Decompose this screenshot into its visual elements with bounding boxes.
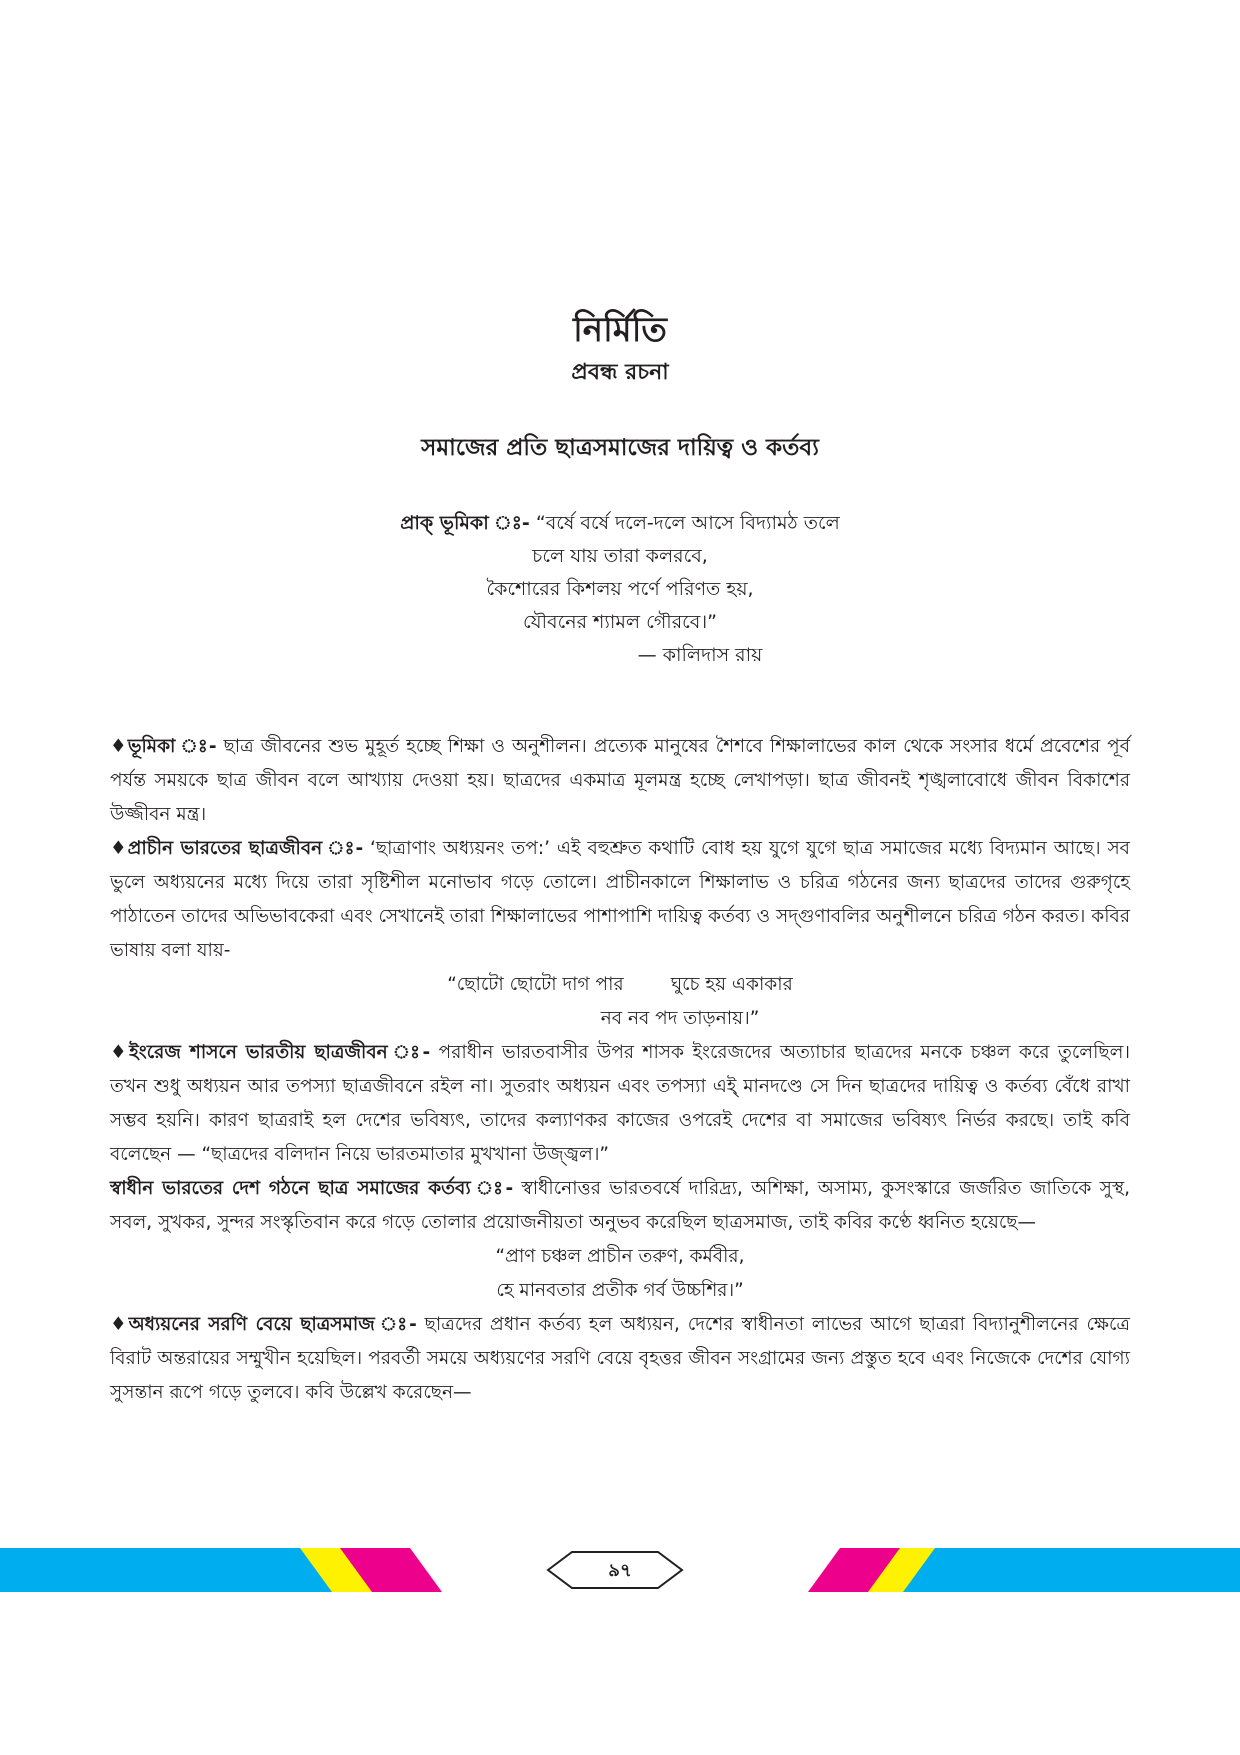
section-heading: ♦ভূমিকা ঃ- [110,736,217,757]
section-text: স্বাধীনোত্তর ভারতবর্ষে দারিদ্র্য, অশিক্ষা, অসাম্য, কুসংস্কারে জর্জরিত জাতিকে সুস্থ, সবল, সুখকর, সুন্দর সংস্কৃতিবান করে গড়ে তোলার প্রয়োজনীয়তা অনুভব করেছিল ছাত্রসমাজ, তাই কবির কণ্ঠে ধ্বনিত হয়েছে— [110,1178,1131,1233]
section-independent-india [110,1172,1130,1240]
poem-line: যৌবনের শ্যামল গৌরবে।” [522,611,718,633]
essay-title: সমাজের প্রতি ছাত্রসমাজের দায়িত্ব ও কর্তব্য [421,435,819,461]
section-british-rule [110,1036,1130,1172]
section-study-path [110,1308,1130,1410]
section-ancient-india [110,832,1130,968]
poem-line [0,507,1240,540]
section-introduction [110,730,1130,832]
poem-line-text: “বর্ষে বর্ষে দলে-দলে আসে বিদ্যামঠ তলে [535,512,840,534]
section-text: ছাত্রদের প্রধান কর্তব্য হল অধ্যয়ন, দেশের স্বাধীনতা লাভের আগে ছাত্ররা বিদ্যানুশীলনের ক্ষেত্রে বিরাট অন্তরায়ের সম্মুখীন হয়েছিল। পরবর্তী সময়ে অধ্যয়ণের সরণি বেয়ে বৃহত্তর জীবন সংগ্রামের জন্য প্রস্তুত হবে এবং নিজেকে দেশের যোগ্য সুসন্তান রূপে গড়ে তুলবে। কবি উল্লেখ করেছেন— [110,1314,1130,1403]
section-heading: ♦প্রাচীন ভারতের ছাত্রজীবন ঃ- [110,838,364,859]
poem-line: কৈশোরের কিশলয় পর্ণে পরিণত হয়, [486,578,754,600]
quote-line: “প্রাণ চঞ্চল প্রাচীন তরুণ, কর্মবীর, [495,1246,745,1267]
footer-right-cyan-stripe [903,1548,1240,1592]
section-heading: ♦ইংরেজ শাসনে ভারতীয় ছাত্রজীবন ঃ- [110,1042,431,1063]
quote-line: “ছোটো ছোটো দাগ পার ঘুচে হয় একাকার [447,974,793,995]
opening-poem [0,507,1240,672]
essay-body [110,730,1130,1410]
poem-attribution: — কালিদাস রায় [637,644,763,666]
poem-label: প্রাক্ ভূমিকা ঃ- [400,512,530,534]
page-subtitle: প্রবন্ধ রচনা [571,360,669,385]
section-heading: স্বাধীন ভারতের দেশ গঠনে ছাত্র সমাজের কর্তব্য ঃ- [110,1178,514,1199]
poem-line: চলে যায় তারা কলরবে, [532,545,708,567]
section-heading: ♦অধ্যয়নের সরণি বেয়ে ছাত্রসমাজ ঃ- [110,1314,417,1335]
page-number: ৯৭ [608,1560,632,1581]
page-title: নির্মিতি [573,310,667,350]
section-text: পরাধীন ভারতবাসীর উপর শাসক ইংরেজদের অত্যাচার ছাত্রদের মনকে চঞ্চল করে তুলেছিল। তখন শুধু অধ্যয়ন আর তপস্যা ছাত্রজীবনে রইল না। সুতরাং অধ্যয়ন এবং তপস্যা এই্ মানদণ্ডে সে দিন ছাত্রদের দায়িত্ব ও কর্তব্য বেঁধে রাখা সম্ভব হয়নি। কারণ ছাত্ররাই হল দেশের ভবিষ্যৎ, তাদের কল্যাণকর কাজের ওপরেই দেশের বা সমাজের ভবিষ্যৎ নির্ভর করছে। তাই কবি বলেছেন — “ছাত্রদের বলিদান নিয়ে ভারতমাতার মুখখানা উজ্জ্বল।” [110,1042,1130,1165]
quote-line: হে মানবতার প্রতীক গর্ব উচ্চশির।” [496,1280,744,1301]
quote-line: নব নব পদ তাড়নায়।” [600,1008,760,1029]
section-text: ‘ছাত্রাণাং অধ্যয়নং তপ:’ এই বহুশ্রুত কথাটি বোধ হয় যুগে যুগে ছাত্র সমাজের মধ্যে বিদ্যমান আছে। সব ভুলে অধ্যয়নের মধ্যে দিয়ে তারা সৃষ্টিশীল মনোভাব গড়ে তোলে। প্রাচীনকালে শিক্ষালাভ ও চরিত্র গঠনের জন্য ছাত্রদের তাদের গুরুগৃহে পাঠাতেন তাদের অভিভাবকেরা এবং সেখানেই তারা শিক্ষালাভের পাশাপাশি দায়িত্ব কর্তব্য ও সদ্গুণাবলির অনুশীলনে চরিত্র গঠন করত। কবির ভাষায় বলা যায়- [110,838,1130,961]
section-text: ছাত্র জীবনের শুভ মুহূর্ত হচ্ছে শিক্ষা ও অনুশীলন। প্রত্যেক মানুষের শৈশবে শিক্ষালাভের কাল থেকে সংসার ধর্মে প্রবেশের পূর্ব পর্যন্ত সময়কে ছাত্র জীবন বলে আখ্যায় দেওয়া হয়। ছাত্রদের একমাত্র মূলমন্ত্র হচ্ছে লেখাপড়া। ছাত্র জীবনই শৃঙ্খলাবোধে জীবন বিকাশের উজ্জীবন মন্ত্র। [110,736,1130,825]
